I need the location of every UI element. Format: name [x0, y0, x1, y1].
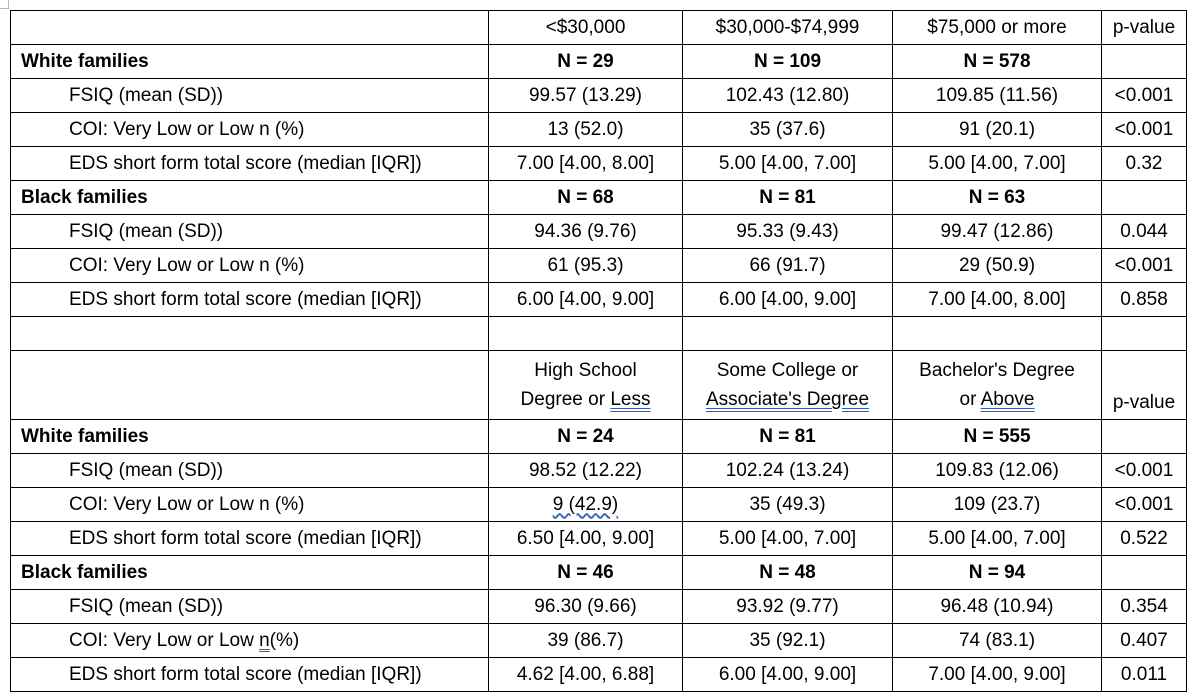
cell-p-value: <0.001: [1102, 113, 1187, 147]
cell-value: 6.50 [4.00, 9.00]: [489, 522, 683, 556]
header-p-value: p-value: [1102, 351, 1187, 420]
income-header-row: [11, 11, 1187, 45]
cell-value: 6.00 [4.00, 9.00]: [683, 658, 893, 692]
cell-p-value: 0.858: [1102, 283, 1187, 317]
cell-p-value: 0.011: [1102, 658, 1187, 692]
cell-p-value: <0.001: [1102, 454, 1187, 488]
cell-value: 66 (91.7): [683, 249, 893, 283]
cell-p-value: <0.001: [1102, 488, 1187, 522]
cell-p-value: 0.522: [1102, 522, 1187, 556]
cell-value: 7.00 [4.00, 8.00]: [893, 283, 1102, 317]
cell-value: 13 (52.0): [489, 113, 683, 147]
results-table: [10, 10, 1187, 692]
cell-value: 93.92 (9.77): [683, 590, 893, 624]
cell-value: 99.47 (12.86): [893, 215, 1102, 249]
cell-p-value: 0.354: [1102, 590, 1187, 624]
group-n: N = 24: [489, 420, 683, 454]
row-label: [11, 624, 489, 658]
header-line: Bachelor's Degree: [919, 360, 1075, 381]
cell-value: 94.36 (9.76): [489, 215, 683, 249]
cell-value: 109.83 (12.06): [893, 454, 1102, 488]
row-label: FSIQ (mean (SD)): [11, 215, 489, 249]
header-line: [899, 385, 1095, 414]
cell-value: 29 (50.9): [893, 249, 1102, 283]
cell-p-value: 0.044: [1102, 215, 1187, 249]
group-row: [11, 420, 1187, 454]
group-title: Black families: [11, 556, 489, 590]
cell-value: 109 (23.7): [893, 488, 1102, 522]
header-edu-some-college: [683, 351, 893, 420]
cell-value: 99.57 (13.29): [489, 79, 683, 113]
row-label: FSIQ (mean (SD)): [11, 454, 489, 488]
empty-cell: [683, 317, 893, 351]
header-line: [495, 385, 676, 414]
table-row: [11, 590, 1187, 624]
group-n: N = 109: [683, 45, 893, 79]
empty-cell: [893, 317, 1102, 351]
header-income-high: $75,000 or more: [893, 11, 1102, 45]
header-line: [689, 385, 886, 414]
cell-p-value: <0.001: [1102, 249, 1187, 283]
table-row: [11, 488, 1187, 522]
cell-p-value: 0.407: [1102, 624, 1187, 658]
group-row: [11, 45, 1187, 79]
cell-value: 74 (83.1): [893, 624, 1102, 658]
group-row: [11, 181, 1187, 215]
group-n: N = 48: [683, 556, 893, 590]
row-label-text: COI: Very Low or Low: [69, 629, 260, 651]
cell-value: 7.00 [4.00, 9.00]: [893, 658, 1102, 692]
empty-cell: [489, 317, 683, 351]
empty-cell: [1102, 45, 1187, 79]
empty-cell: [1102, 556, 1187, 590]
header-empty-cell: [11, 351, 489, 420]
cell-value: 5.00 [4.00, 7.00]: [683, 522, 893, 556]
cell-value: 98.52 (12.22): [489, 454, 683, 488]
row-label: EDS short form total score (median [IQR]): [11, 147, 489, 181]
group-n: N = 81: [683, 181, 893, 215]
header-edu-high-school: [489, 351, 683, 420]
group-n: N = 29: [489, 45, 683, 79]
row-label: FSIQ (mean (SD)): [11, 79, 489, 113]
spacer-row: [11, 317, 1187, 351]
cell-p-value: 0.32: [1102, 147, 1187, 181]
table-row: [11, 624, 1187, 658]
cell-value: 39 (86.7): [489, 624, 683, 658]
row-label: COI: Very Low or Low n (%): [11, 113, 489, 147]
cell-p-value: <0.001: [1102, 79, 1187, 113]
cell-value: 35 (49.3): [683, 488, 893, 522]
empty-cell: [1102, 420, 1187, 454]
header-empty-cell: [11, 11, 489, 45]
group-title: White families: [11, 45, 489, 79]
table-row: [11, 283, 1187, 317]
cell-value: 7.00 [4.00, 8.00]: [489, 147, 683, 181]
table-row: [11, 79, 1187, 113]
table-row: [11, 215, 1187, 249]
cell-value: 6.00 [4.00, 9.00]: [489, 283, 683, 317]
group-title: White families: [11, 420, 489, 454]
table-row: [11, 658, 1187, 692]
cell-text: 9 (42.9): [552, 493, 619, 515]
cell-value: 109.85 (11.56): [893, 79, 1102, 113]
cell-value: 102.24 (13.24): [683, 454, 893, 488]
group-n: N = 68: [489, 181, 683, 215]
header-text: or: [959, 389, 981, 410]
cell-value: 35 (92.1): [683, 624, 893, 658]
row-label-text: n: [259, 629, 270, 651]
row-label: EDS short form total score (median [IQR]): [11, 658, 489, 692]
table-row: [11, 522, 1187, 556]
group-n: N = 578: [893, 45, 1102, 79]
header-income-mid: $30,000-$74,999: [683, 11, 893, 45]
group-n: N = 63: [893, 181, 1102, 215]
group-n: N = 555: [893, 420, 1102, 454]
table-row: [11, 113, 1187, 147]
header-text: Above: [980, 389, 1035, 410]
document-corner-mark: [0, 0, 9, 9]
education-header-row: [11, 351, 1187, 420]
empty-cell: [1102, 317, 1187, 351]
group-title: Black families: [11, 181, 489, 215]
cell-value: 5.00 [4.00, 7.00]: [893, 147, 1102, 181]
cell-value: 96.48 (10.94): [893, 590, 1102, 624]
cell-value: [489, 488, 683, 522]
cell-value: 96.30 (9.66): [489, 590, 683, 624]
header-text: Less: [610, 389, 651, 410]
header-p-value: p-value: [1102, 11, 1187, 45]
table-row: [11, 249, 1187, 283]
cell-value: 6.00 [4.00, 9.00]: [683, 283, 893, 317]
cell-value: 102.43 (12.80): [683, 79, 893, 113]
cell-value: 61 (95.3): [489, 249, 683, 283]
row-label-text: (%): [269, 629, 300, 651]
table-row: [11, 147, 1187, 181]
header-line: Some College or: [716, 360, 859, 381]
header-line: High School: [534, 360, 637, 381]
group-n: N = 94: [893, 556, 1102, 590]
group-row: [11, 556, 1187, 590]
row-label: EDS short form total score (median [IQR]): [11, 283, 489, 317]
row-label: COI: Very Low or Low n (%): [11, 488, 489, 522]
empty-cell: [1102, 181, 1187, 215]
cell-value: 5.00 [4.00, 7.00]: [683, 147, 893, 181]
empty-cell: [11, 317, 489, 351]
cell-value: 35 (37.6): [683, 113, 893, 147]
header-text: Associate's Degree: [705, 389, 870, 410]
cell-value: 91 (20.1): [893, 113, 1102, 147]
header-income-low: <$30,000: [489, 11, 683, 45]
cell-value: 5.00 [4.00, 7.00]: [893, 522, 1102, 556]
row-label: COI: Very Low or Low n (%): [11, 249, 489, 283]
row-label: FSIQ (mean (SD)): [11, 590, 489, 624]
cell-value: 4.62 [4.00, 6.88]: [489, 658, 683, 692]
cell-value: 95.33 (9.43): [683, 215, 893, 249]
group-n: N = 81: [683, 420, 893, 454]
header-edu-bachelors: [893, 351, 1102, 420]
table-row: [11, 454, 1187, 488]
header-text: Degree or: [520, 389, 611, 410]
row-label: EDS short form total score (median [IQR]): [11, 522, 489, 556]
group-n: N = 46: [489, 556, 683, 590]
